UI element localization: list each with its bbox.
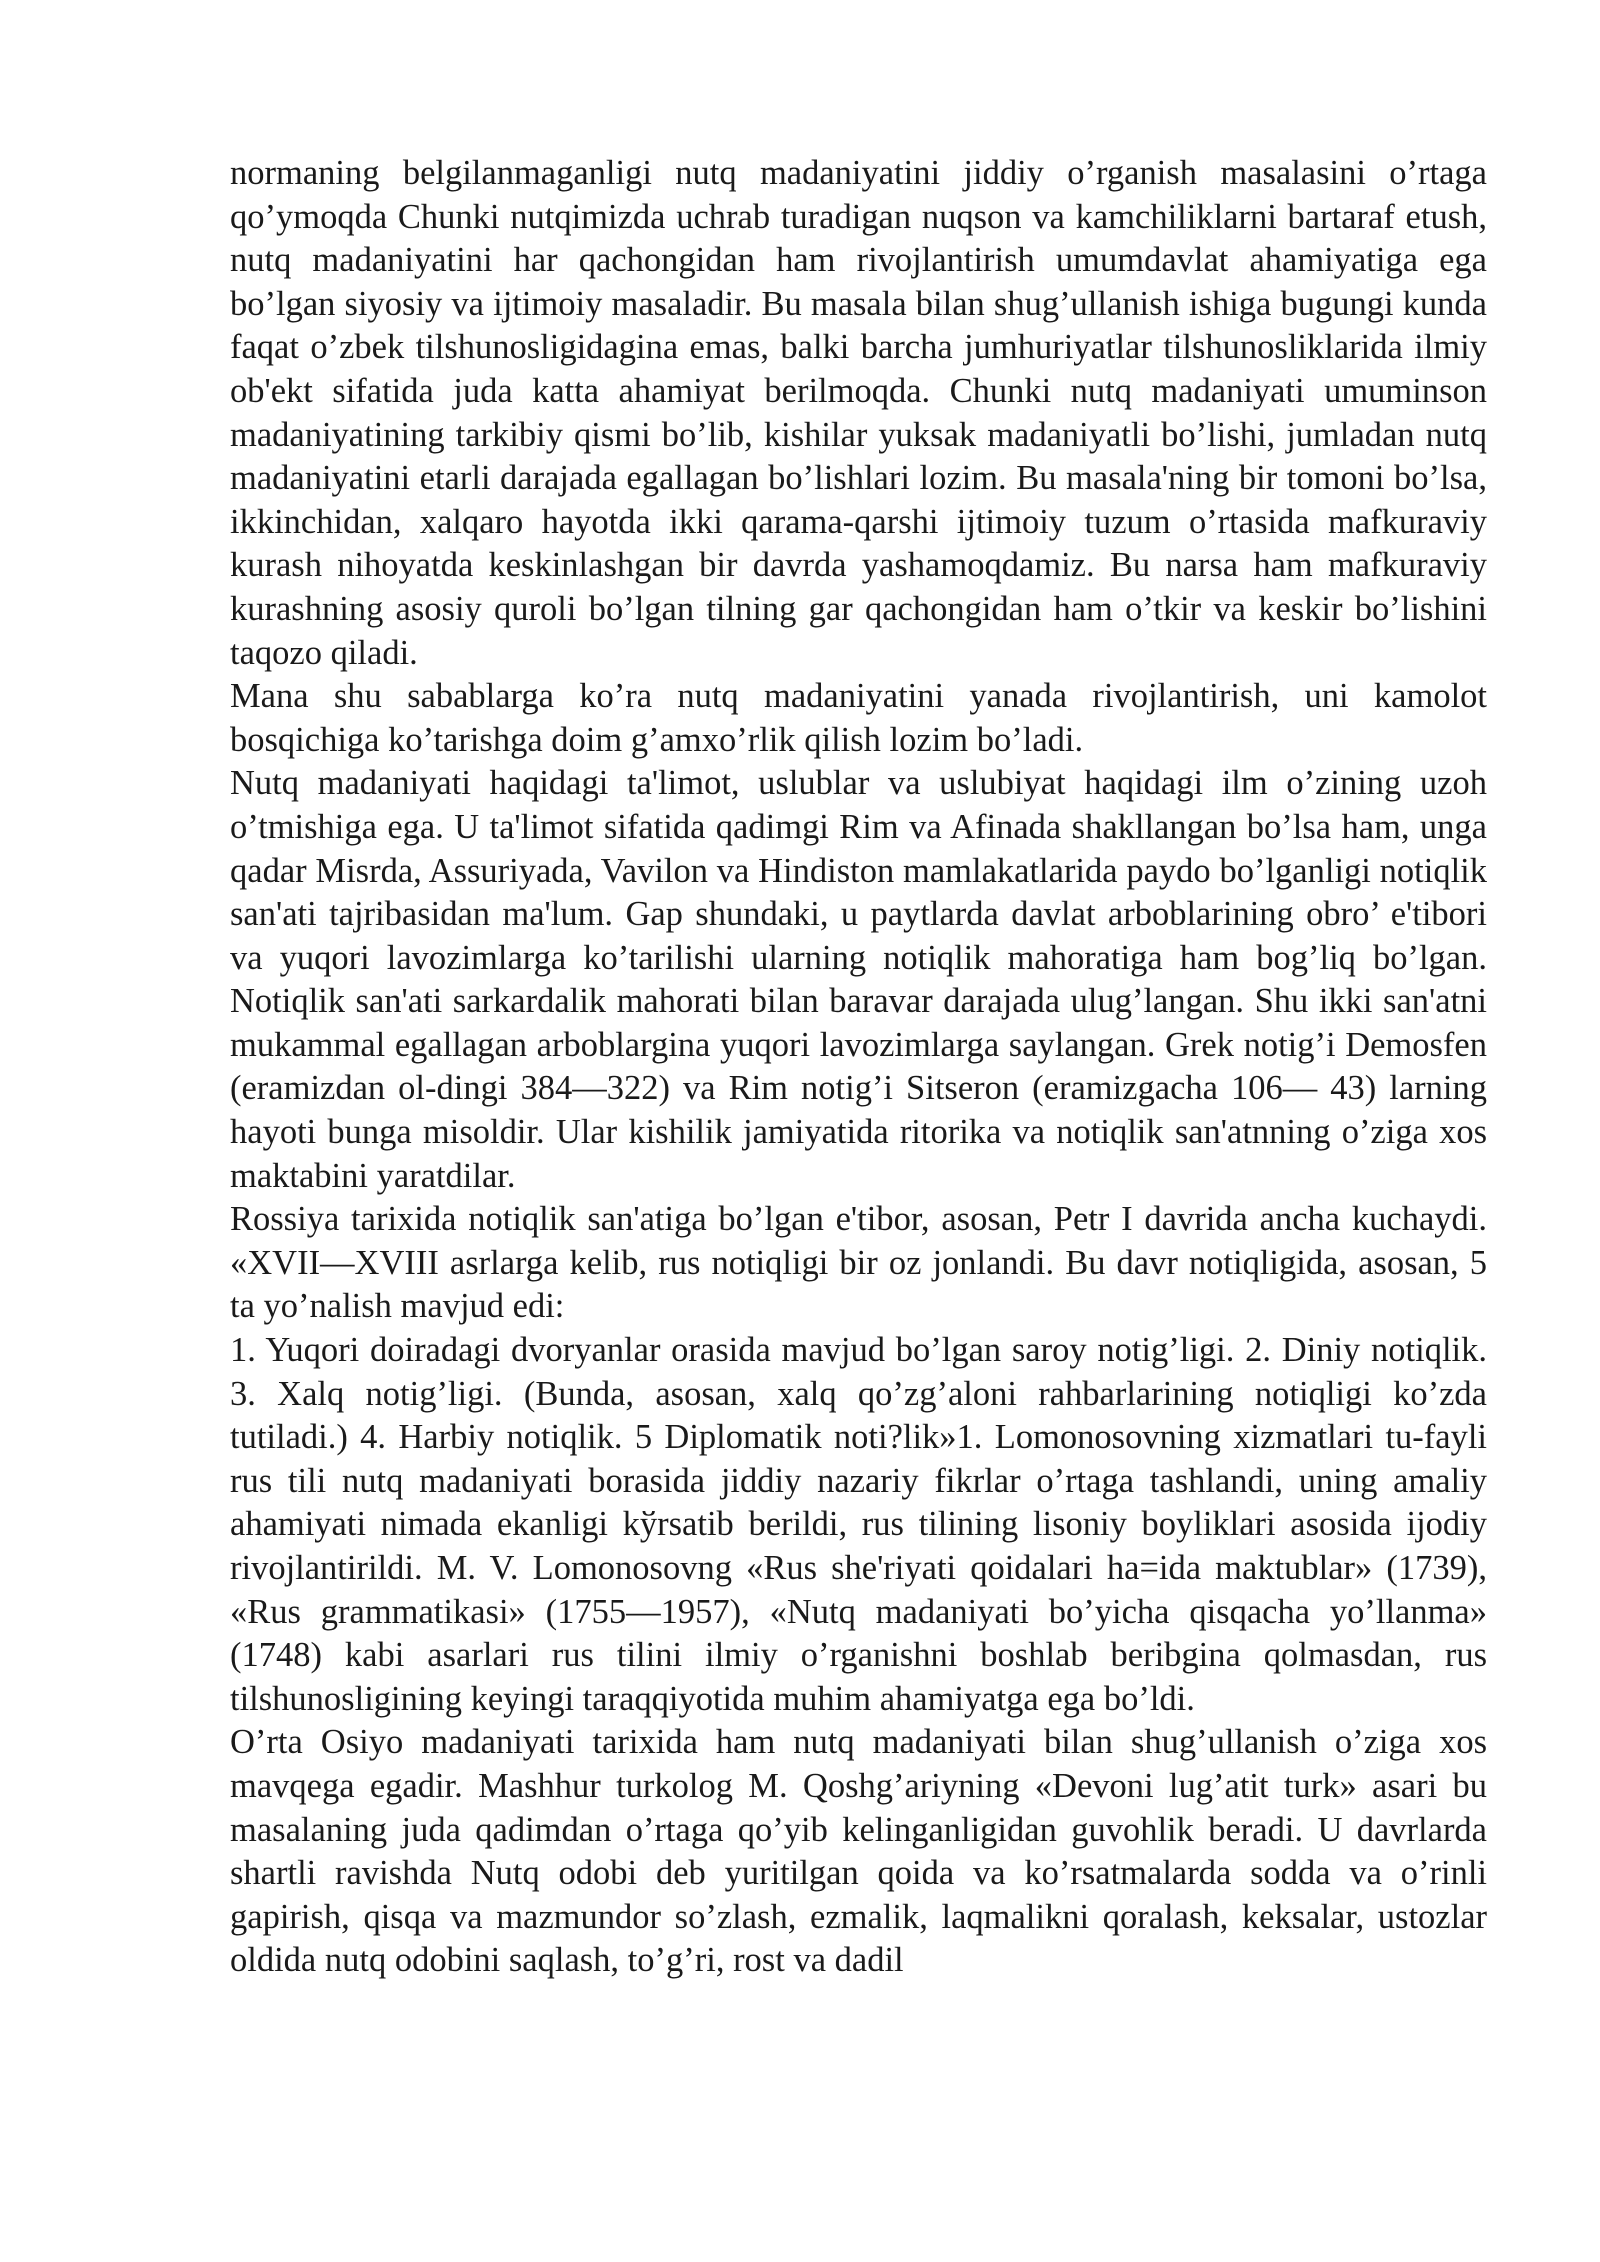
paragraph-ancient-history: Nutq madaniyati haqidagi ta'limot, uslublar va uslubiyat haqidagi ilm o’zining uzoh o’tmishiga ega. U ta'limot sifatida qadimgi Rim va Afinada shakllangan bo’lsa ham, unga qadar Misrda, Assuriyada, Vavilon va Hindiston mamlakatlarida paydo bo’lganligi notiqlik san'ati tajribasidan ma'lum. Gap shundaki, u paytlarda davlat arboblarining obro’ e'tibori va yuqori lavozimlarga ko’tarilishi ularning notiqlik mahoratiga ham bog’liq bo’lgan. Notiqlik san'ati sarkardalik mahorati bilan baravar darajada ulug’langan. Shu ikki san'atni mukammal egallagan arboblargina yuqori lavozimlarga saylangan. Grek notig’i Demosfen (eramizdan ol-dingi 384—322) va Rim notig’i Sitseron (eramizgacha 106— 43) larning hayoti bunga misoldir. Ular kishilik jamiyatida ritorika va notiqlik san'atnning o’ziga xos maktabini yaratdilar. — [230, 764, 1487, 1195]
paragraph-central-asia: O’rta Osiyo madaniyati tarixida ham nutq madaniyati bilan shug’ullanish o’ziga xos mavqega egadir. Mashhur turkolog M. Qoshg’ariyning «Devoni lug’atit turk» asari bu masalaning juda qadimdan o’rtaga qo’yib kelinganligidan guvohlik beradi. U davrlarda shartli ravishda Nutq odobi deb yuritilgan qoida va ko’rsatmalarda sodda va o’rinli gapirish, qisqa va mazmundor so’zlash, ezmalik, laqmalikni qoralash, keksalar, ustozlar oldida nutq odobini saqlash, to’g’ri, rost va dadil — [230, 1723, 1487, 1980]
paragraph-reasons: Mana shu sabablarga ko’ra nutq madaniyatini yanada rivojlantirish, uni kamolot bosqichiga ko’tarishga doim g’amxo’rlik qilish lozim bo’ladi. — [230, 677, 1487, 759]
paragraph-lomonosov: 1. Yuqori doiradagi dvoryanlar orasida mavjud bo’lgan saroy notig’ligi. 2. Diniy notiqlik. 3. Xalq notig’ligi. (Bunda, asosan, xalq qo’zg’aloni rahbarlarining notiqligi ko’zda tutiladi.) 4. Harbiy notiqlik. 5 Diplomatik noti?lik»1. Lomonosovning xizmatlari tu-fayli rus tili nutq madaniyati borasida jiddiy nazariy fikrlar o’rtaga tashlandi, uning amaliy ahamiyati nimada ekanligi kўrsatib berildi, rus tilining lisoniy boyliklari asosida ijodiy rivojlantirildi. M. V. Lomonosovng «Rus she'riyati qoidalari ha=ida maktublar» (1739), «Rus grammatikasi» (1755—1957), «Nutq madaniyati bo’yicha qisqacha yo’llanma» (1748) kabi asarlari rus tilini ilmiy o’rganishni boshlab beribgina qolmasdan, rus tilshunosligining keyingi taraqqiyotida muhim ahamiyatga ega bo’ldi. — [230, 1331, 1487, 1718]
paragraph-speech-culture-importance: normaning belgilanmaganligi nutq madaniyatini jiddiy o’rganish masalasini o’rtaga qo’ymoqda Chunki nutqimizda uchrab turadigan nuqson va kamchiliklarni bartaraf etush, nutq madaniyatini har qachongidan ham rivojlantirish umumdavlat ahamiyatiga ega bo’lgan siyosiy va ijtimoiy masaladir. Bu masala bilan shug’ullanish ishiga bugungi kunda faqat o’zbek tilshunosligidagina emas, balki barcha jumhuriyatlar tilshunosliklarida ilmiy ob'ekt sifatida juda katta ahamiyat berilmoqda. Chunki nutq madaniyati umuminson madaniyatining tarkibiy qismi bo’lib, kishilar yuksak madaniyatli bo’lishi, jumladan nutq madaniyatini etarli darajada egallagan bo’lishlari lozim. Bu masala'ning bir tomoni bo’lsa, ikkinchidan, xalqaro hayotda ikki qarama-qarshi ijtimoiy tuzum o’rtasida mafkuraviy kurash nihoyatda keskinlashgan bir davrda yashamoqdamiz. Bu narsa ham mafkuraviy kurashning asosiy quroli bo’lgan tilning gar qachongidan ham o’tkir va keskir bo’lishini taqozo qiladi. — [230, 154, 1487, 672]
paragraph-russia-history: Rossiya tarixida notiqlik san'atiga bo’lgan e'tibor, asosan, Petr I davrida ancha kuchaydi. «XVII—XVIII asrlarga kelib, rus notiqligi bir oz jonlandi. Bu davr notiqligida, asosan, 5 ta yo’nalish mavjud edi: — [230, 1200, 1487, 1326]
document-page — [230, 152, 1487, 1983]
